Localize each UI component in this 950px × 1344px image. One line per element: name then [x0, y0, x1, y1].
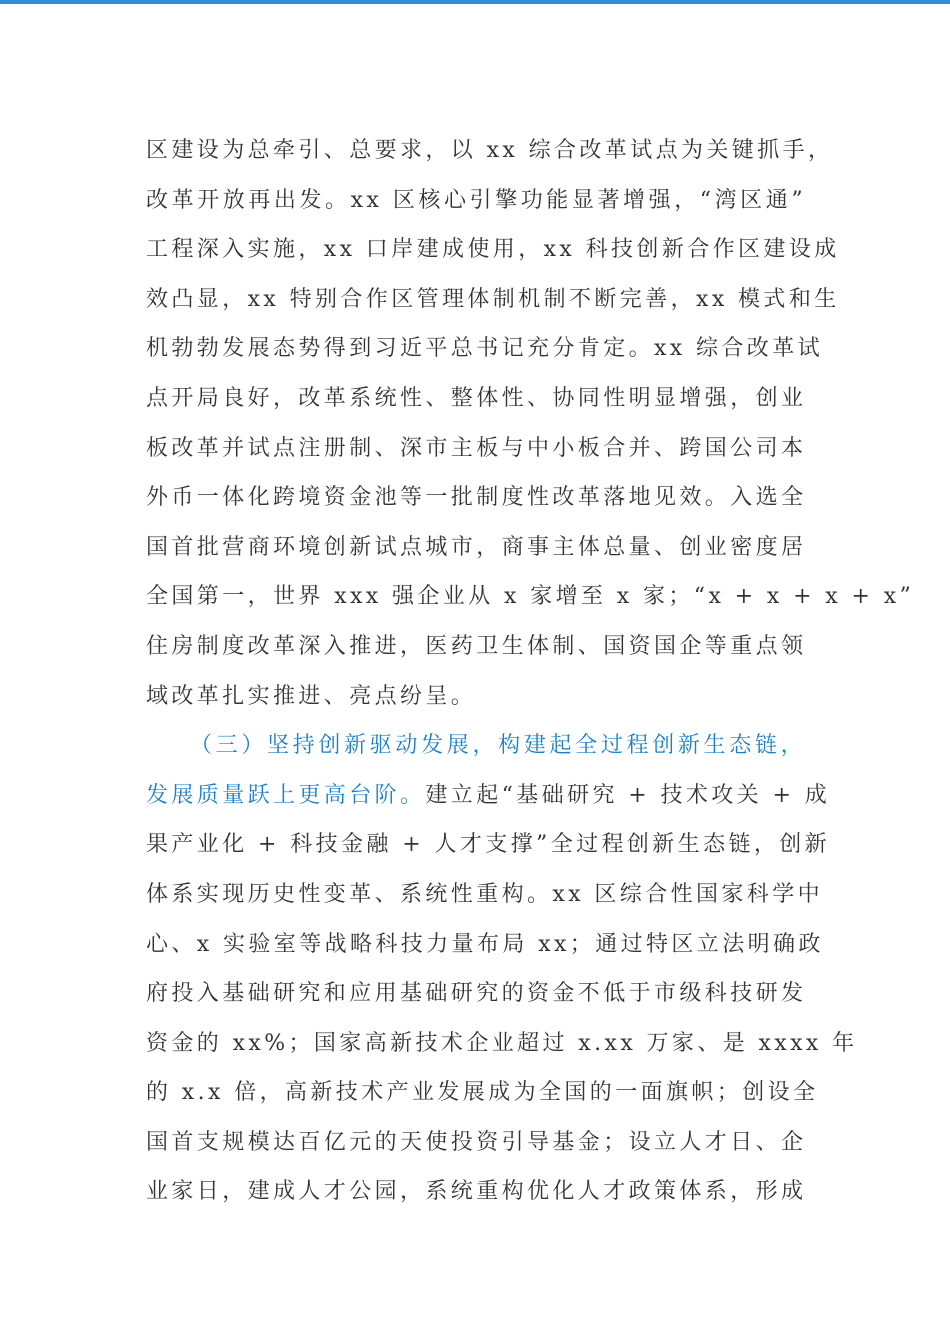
text-line: 体系实现历史性变革、系统性重构。xx 区综合性国家科学中 [146, 881, 824, 907]
section-heading-continued: 发展质量跃上更高台阶。 [146, 782, 426, 808]
section-heading: （三）坚持创新驱动发展，构建起全过程创新生态链， [190, 733, 806, 759]
text-line: 国首支规模达百亿元的天使投资引导基金；设立人才日、企 [146, 1129, 807, 1155]
text-line [146, 771, 831, 821]
paragraph-reform [146, 126, 915, 721]
text-line: 板改革并试点注册制、深市主板与中小板合并、跨国公司本 [146, 435, 807, 461]
text-segment: 建立起“基础研究 + 技术攻关 + 成 [425, 782, 831, 808]
text-line: 区建设为总牵引、总要求，以 xx 综合改革试点为关键抓手， [146, 138, 834, 163]
text-line: 国首批营商环境创新试点城市，商事主体总量、创业密度居 [146, 534, 807, 560]
text-line: 机勃勃发展态势得到习近平总书记充分肯定。xx 综合改革试 [146, 336, 824, 362]
text-line: 工程深入实施，xx 口岸建成使用，xx 科技创新合作区建设成 [146, 237, 840, 263]
text-line: 业家日，建成人才公园，系统重构优化人才政策体系，形成 [146, 1179, 807, 1205]
text-line: 的 x.x 倍，高新技术产业发展成为全国的一面旗帜；创设全 [146, 1080, 819, 1106]
text-line: 资金的 xx%；国家高新技术企业超过 x.xx 万家、是 xxxx 年 [146, 1030, 858, 1056]
text-line: 全国第一，世界 xxx 强企业从 x 家增至 x 家；“x + x + x + x” [146, 584, 915, 610]
text-line: 域改革扎实推进、亮点纷呈。 [146, 683, 477, 709]
top-border-rule [0, 0, 950, 4]
text-line: 外币一体化跨境资金池等一批制度性改革落地见效。入选全 [146, 485, 807, 511]
text-line: 住房制度改革深入推进，医药卫生体制、国资国企等重点领 [146, 633, 807, 659]
text-line: 果产业化 + 科技金融 + 人才支撑”全过程创新生态链，创新 [146, 832, 831, 858]
text-line: 点开局良好，改革系统性、整体性、协同性明显增强，创业 [146, 385, 807, 411]
document-page [146, 126, 915, 1217]
text-line: 府投入基础研究和应用基础研究的资金不低于市级科技研发 [146, 981, 807, 1007]
paragraph-innovation [146, 721, 858, 1217]
text-line: 心、x 实验室等战略科技力量布局 xx；通过特区立法明确政 [146, 931, 824, 957]
text-line: 改革开放再出发。xx 区核心引擎功能显著增强，“湾区通” [146, 187, 806, 213]
text-line: 效凸显，xx 特别合作区管理体制机制不断完善，xx 模式和生 [146, 286, 840, 312]
